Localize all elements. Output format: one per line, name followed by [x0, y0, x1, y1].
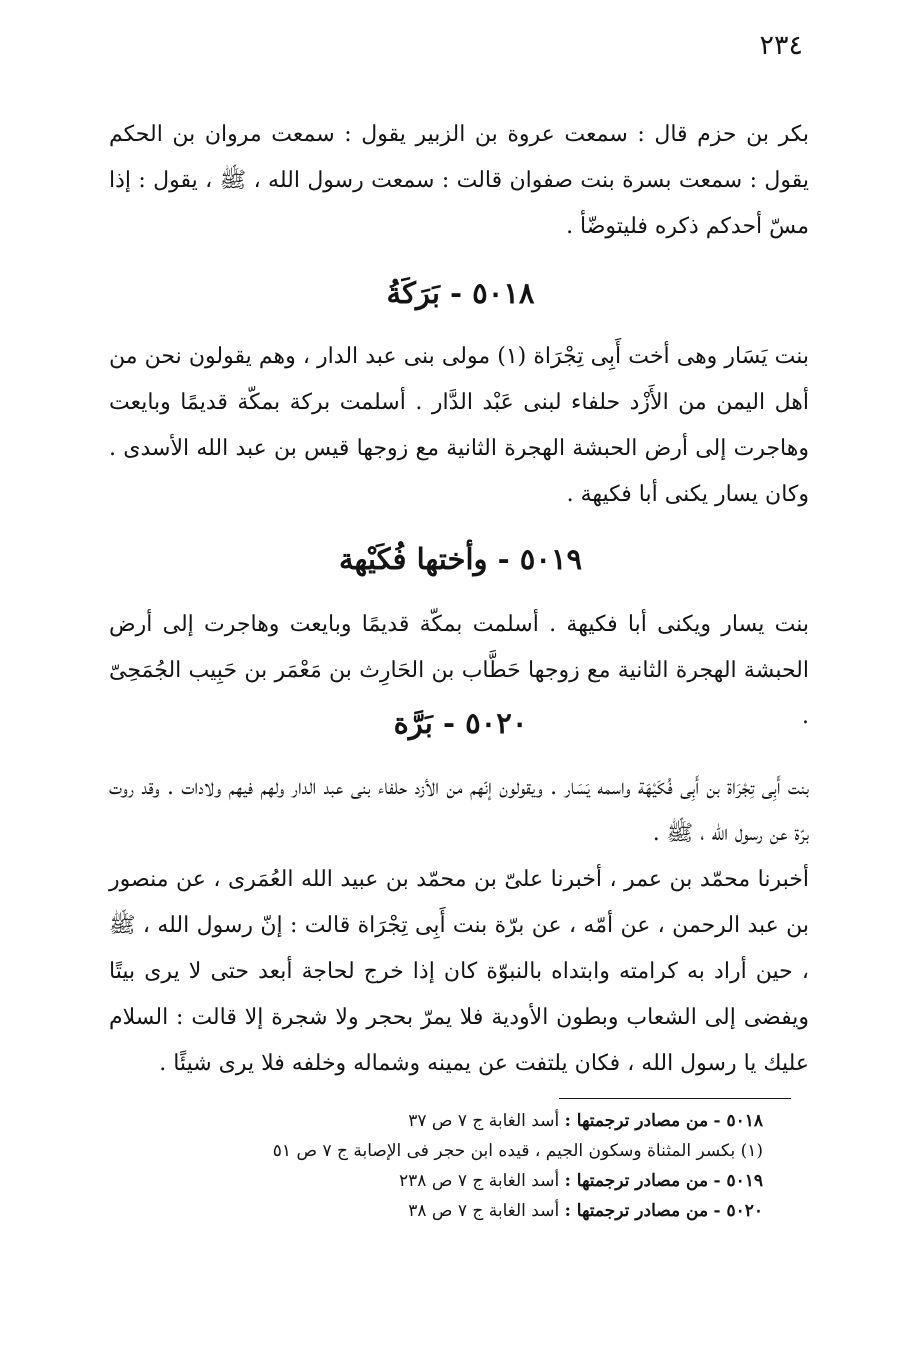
footnote-label: من مصادر ترجمتها : — [564, 1111, 709, 1131]
footnote-text: بكسر المثناة وسكون الجيم ، قيده ابن حجر فى الإصابة ج ٧ ص ٥١ — [272, 1141, 736, 1161]
entry-paragraph: أخبرنا محمّد بن عمر ، أخبرنا علىّ بن محمّد بن عبيد الله العُمَرى ، عن منصور بن عبد الرحمن ، عن أمّه ، عن برّة بنت أَبِى تِجْرَاة قالت : إنّ رسول الله ، ﷺ ، حين أراد به كرامته وابتداه بالنبوّة كان إذا خرج لحاجة أبعد حتى لا يرى بيتًا ويفضى إلى الشعاب وبطون الأودية فلا يمرّ بحجر ولا شجرة إلا قالت : السلام عليك يا رسول الله ، فكان يلتفت عن يمينه وشماله وخلفه فلا يرى شيئًا . — [109, 867, 809, 1076]
footnote-text: أسد الغابة ج ٧ ص ٣٧ — [408, 1111, 560, 1131]
footnote-number: (١) — [740, 1141, 763, 1161]
page-number: ٢٣٤ — [759, 30, 803, 61]
entry-paragraph: بنت يسار ويكنى أبا فكيهة . أسلمت بمكّة قديمًا وبايعت وهاجرت إلى أرض الحبشة الهجرة الثانية مع زوجها حَطَّاب بن الحَارِث بن مَعْمَر بن حَبِيب الجُمَحِىّ . — [109, 612, 809, 729]
footnote-item — [143, 1106, 763, 1136]
footnote-label: من مصادر ترجمتها : — [564, 1201, 709, 1221]
footnote-divider — [559, 1098, 791, 1099]
entry-body-5020 — [109, 765, 809, 1087]
footnote-item — [143, 1196, 763, 1226]
footnote-text: أسد الغابة ج ٧ ص ٢٣٨ — [399, 1171, 560, 1191]
entry-paragraph: بنت أَبِى تِجْرَاة بن أَبِى فُكَيْهَة واسمه يَسَار . ويقولون إنّهم من الأزد حلفاء بنى عبد الدار ولهم فيهم ولادات . وقد روت برّة عن رسول الله ، ﷺ . — [109, 775, 809, 846]
entry-heading-5019: ٥٠١٩ - وأختها فُكَيْهة — [338, 542, 583, 576]
entry-heading-5018: ٥٠١٨ - بَرَكَةُ — [386, 276, 535, 310]
intro-paragraph — [109, 112, 809, 250]
footnote-text: أسد الغابة ج ٧ ص ٣٨ — [408, 1201, 560, 1221]
footnote-number: ٥٠١٩ - — [713, 1171, 763, 1191]
entry-body-5018 — [109, 334, 809, 518]
intro-text: بكر بن حزم قال : سمعت عروة بن الزبير يقول : سمعت مروان بن الحكم يقول : سمعت بسرة بنت صفوان قالت : سمعت رسول الله ، ﷺ ، يقول : إذا مسّ أحدكم ذكره فليتوضّأ . — [109, 122, 809, 239]
footnotes — [143, 1106, 763, 1226]
entry-heading-5020: ٥٠٢٠ - بَرَّة — [393, 706, 528, 740]
footnote-item — [143, 1136, 763, 1166]
entry-paragraph: بنت يَسَار وهى أخت أَبِى تِجْرَاة (١) مولى بنى عبد الدار ، وهم يقولون نحن من أهل اليمن من الأَزْد حلفاء لبنى عَبْد الدَّار . أسلمت بركة بمكّة قديمًا وبايعت وهاجرت إلى أرض الحبشة الهجرة الثانية مع زوجها قيس بن عبد الله الأسدى . وكان يسار يكنى أبا فكيهة . — [109, 344, 809, 507]
footnote-label: من مصادر ترجمتها : — [564, 1171, 709, 1191]
footnote-item — [143, 1166, 763, 1196]
footnote-number: ٥٠٢٠ - — [713, 1201, 763, 1221]
footnote-number: ٥٠١٨ - — [713, 1111, 763, 1131]
